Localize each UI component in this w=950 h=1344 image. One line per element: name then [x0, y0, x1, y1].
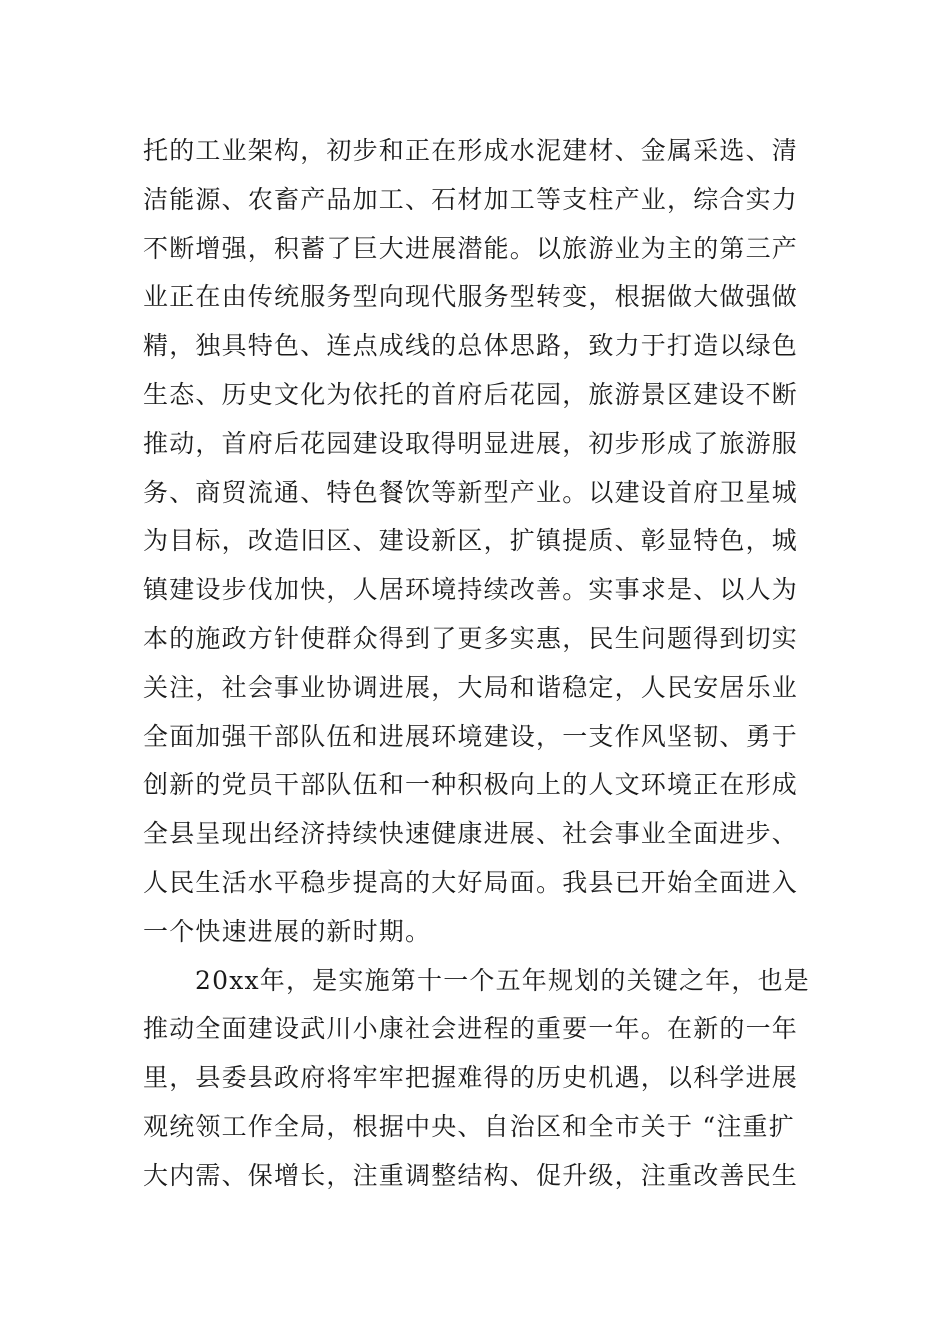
text-line: 全面加强干部队伍和进展环境建设，一支作风坚韧、勇于	[143, 721, 799, 751]
text-line: 镇建设步伐加快，人居环境持续改善。实事求是、以人为	[143, 575, 799, 605]
text-line: 本的施政方针使群众得到了更多实惠，民生问题得到切实	[143, 623, 799, 653]
document-body	[143, 127, 813, 1201]
text-line: 观统领工作全局，根据中央、自治区和全市关于 “注重扩	[143, 1111, 795, 1141]
text-line: 推动全面建设武川小康社会进程的重要一年。在新的一年	[143, 1014, 799, 1044]
text-line: 一个快速进展的新时期。	[143, 916, 432, 946]
text-line: 洁能源、农畜产品加工、石材加工等支柱产业，综合实力	[143, 184, 799, 214]
text-line: 精，独具特色、连点成线的总体思路，致力于打造以绿色	[143, 331, 799, 361]
text-line: 不断增强，积蓄了巨大进展潜能。以旅游业为主的第三产	[143, 233, 799, 263]
text-line: 为目标，改造旧区、建设新区，扩镇提质、彰显特色，城	[143, 526, 799, 556]
text-line: 关注，社会事业协调进展，大局和谐稳定，人民安居乐业	[143, 672, 799, 702]
text-line: 推动，首府后花园建设取得明显进展，初步形成了旅游服	[143, 428, 799, 458]
text-line: 里，县委县政府将牢牢把握难得的历史机遇，以科学进展	[143, 1063, 799, 1093]
text-line: 托的工业架构，初步和正在形成水泥建材、金属采选、清	[143, 136, 799, 165]
paragraph-first-line: 20xx年，是实施第十一个五年规划的关键之年，也是	[195, 965, 811, 995]
text-line: 业正在由传统服务型向现代服务型转变，根据做大做强做	[143, 282, 799, 312]
text-line: 务、商贸流通、特色餐饮等新型产业。以建设首府卫星城	[143, 477, 799, 507]
text-line: 生态、历史文化为依托的首府后花园，旅游景区建设不断	[143, 379, 799, 409]
text-line: 全县呈现出经济持续快速健康进展、社会事业全面进步、	[143, 819, 799, 849]
text-line: 大内需、保增长，注重调整结构、促升级，注重改善民生	[143, 1160, 799, 1190]
text-line: 创新的党员干部队伍和一种积极向上的人文环境正在形成	[143, 770, 799, 800]
text-line: 人民生活水平稳步提高的大好局面。我县已开始全面进入	[143, 867, 799, 897]
